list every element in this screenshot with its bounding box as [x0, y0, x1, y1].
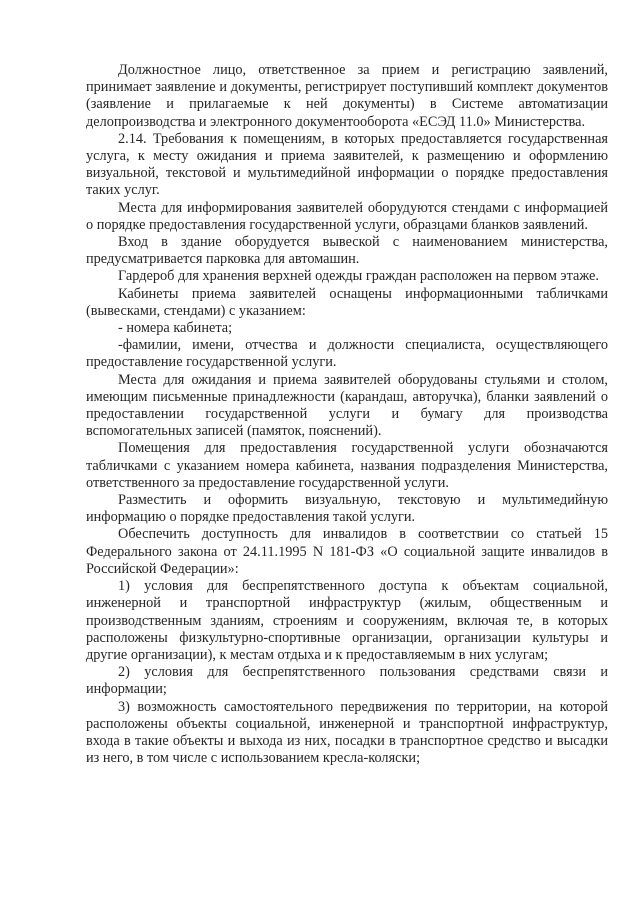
- list-item-room-number: - номера кабинета;: [118, 320, 233, 337]
- paragraph-entrance-sign: Вход в здание оборудуется вывеской с наименованием министерства, предусматривается парковка для автомашин.: [86, 234, 608, 268]
- paragraph-place-information: Разместить и оформить визуальную, текстовую и мультимедийную информацию о порядке предоставления такой услуги.: [86, 492, 608, 526]
- paragraph-info-stands: Места для информирования заявителей оборудуются стендами с информацией о порядке предоставления государственной услуги, образцами бланков заявлений.: [86, 199, 608, 233]
- list-item-specialist-name: -фамилии, имени, отчества и должности специалиста, осуществляющего предоставление государственной услуги.: [86, 337, 608, 371]
- paragraph-waiting-places: Места для ожидания и приема заявителей оборудованы стульями и столом, имеющим письменные принадлежности (карандаш, авторучка), бланки заявлений о предоставлении государственной услуги и бумагу для производства вспомогательных записей (памяток, пояснений).: [86, 371, 608, 440]
- paragraph-premises-signs: Помещения для предоставления государственной услуги обозначаются табличками с указанием номера кабинета, названия подразделения Министерства, ответственного за предоставление государственной услуги.: [86, 440, 608, 491]
- paragraph-wardrobe: Гардероб для хранения верхней одежды граждан расположен на первом этаже.: [118, 268, 599, 285]
- list-item-condition-1: 1) условия для беспрепятственного доступа к объектам социальной, инженерной и транспортной инфраструктур (жилым, общественным и производственным зданиям, строениям и сооружениям, включая те, в которых расположены физкультурно-спортивные организации, организации культуры и другие организации), к местам отдыха и к предоставляемым в них услугам;: [86, 578, 608, 663]
- paragraph-2-14-requirements: 2.14. Требования к помещениям, в которых предоставляется государственная услуга, к месту ожидания и приема заявителей, к размещению и оформлению визуальной, текстовой и мультимедийной информации о порядке предоставления таких услуг.: [86, 130, 608, 199]
- paragraph-office-plates: Кабинеты приема заявителей оснащены информационными табличками (вывесками, стендами) с указанием:: [86, 285, 608, 319]
- paragraph-registration: Должностное лицо, ответственное за прием и регистрацию заявлений, принимает заявление и документы, регистрирует поступивший комплект документов (заявление и прилагаемые к ней документы) в Системе автоматизации делопроизводства и электронного документооборота «ЕСЭД 11.0» Министерства.: [86, 62, 608, 130]
- list-item-condition-3: 3) возможность самостоятельного передвижения по территории, на которой расположены объекты социальной, инженерной и транспортной инфраструктур, входа в такие объекты и выхода из них, посадки в транспортное средство и высадки из него, в том числе с использованием кресла-коляски;: [86, 698, 608, 767]
- list-item-condition-2: 2) условия для беспрепятственного пользования средствами связи и информации;: [86, 664, 608, 698]
- paragraph-accessibility: Обеспечить доступность для инвалидов в соответствии со статьей 15 Федерального закона от 24.11.1995 N 181-ФЗ «О социальной защите инвалидов в Российской Федерации»:: [86, 526, 608, 577]
- document-body: [86, 62, 608, 767]
